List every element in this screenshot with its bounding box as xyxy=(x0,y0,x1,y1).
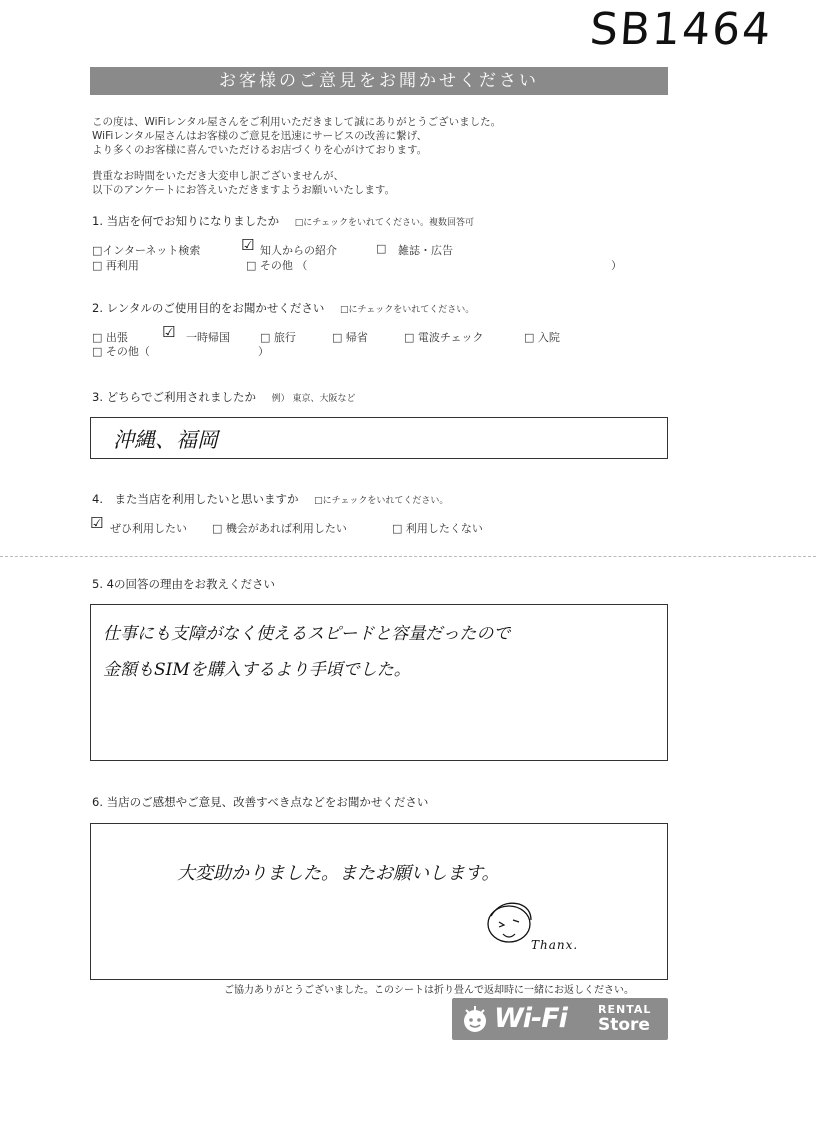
q4-option-definitely[interactable]: ぜひ利用したい xyxy=(110,522,187,535)
q2-option-homecoming[interactable]: 一時帰国 xyxy=(186,331,230,344)
q1-option-other[interactable]: □ その他 （ xyxy=(246,259,308,272)
question-1-label: 1. 当店を何でお知りになりましたか xyxy=(92,214,280,228)
q5-answer-box[interactable] xyxy=(90,604,668,761)
logo-store-text: Store xyxy=(598,1015,650,1035)
q1-option-referral[interactable]: 知人からの紹介 xyxy=(260,244,337,257)
question-1 xyxy=(92,213,474,229)
q2-option-hospital[interactable]: □ 入院 xyxy=(524,331,560,344)
q4-option-not-again[interactable]: □ 利用したくない xyxy=(392,522,483,535)
intro-line: WiFiレンタル屋さんはお客様のご意見を迅速にサービスの改善に繋げ、 xyxy=(92,130,428,142)
question-3-label: 3. どちらでご利用されましたか xyxy=(92,390,257,404)
question-5-label: 5. 4の回答の理由をお教えください xyxy=(92,577,275,591)
footer-note: ご協力ありがとうございました。このシートは折り畳んで返却時に一緒にお返しください。 xyxy=(224,985,634,996)
q6-signoff: Thanx. xyxy=(531,938,579,952)
q2-option-other-close: ） xyxy=(258,345,269,358)
question-2-note: □にチェックをいれてください。 xyxy=(340,305,475,315)
q1-option-magazine[interactable]: 雑誌・広告 xyxy=(398,244,453,257)
question-5 xyxy=(92,576,275,592)
question-4 xyxy=(92,491,448,507)
question-6 xyxy=(92,794,428,810)
wifi-rental-store-logo xyxy=(452,998,668,1040)
question-3 xyxy=(92,389,356,405)
page-title: お客様のご意見をお聞かせください xyxy=(90,67,668,95)
question-1-note: □にチェックをいれてください。複数回答可 xyxy=(294,218,475,228)
q3-answer-box[interactable] xyxy=(90,417,668,459)
document-id: SB1464 xyxy=(588,4,774,55)
q2-option-visit-home[interactable]: □ 帰省 xyxy=(332,331,368,344)
q4-checkmark-definitely[interactable]: ☑ xyxy=(90,514,104,532)
intro-line: より多くのお客様に喜んでいただけるお店づくりを心がけております。 xyxy=(92,144,428,156)
mascot-icon xyxy=(458,1004,492,1034)
q6-handwritten-answer: 大変助かりました。またお願いします。 xyxy=(177,863,500,884)
q5-handwritten-line-1: 仕事にも支障がなく使えるスピードと容量だったので xyxy=(103,624,511,644)
q2-option-signal-check[interactable]: □ 電波チェック xyxy=(404,331,484,344)
q6-answer-box[interactable] xyxy=(90,823,668,980)
question-4-note: □にチェックをいれてください。 xyxy=(314,496,449,506)
intro-line: この度は、WiFiレンタル屋さんをご利用いただきまして誠にありがとうございました。 xyxy=(92,116,502,128)
q2-checkmark-homecoming[interactable]: ☑ xyxy=(162,323,176,341)
fold-line xyxy=(0,556,816,557)
intro-line: 貴重なお時間をいただき大変申し訳ございませんが、 xyxy=(92,170,344,182)
logo-rental-text: RENTAL xyxy=(598,1003,652,1016)
question-2-label: 2. レンタルのご使用目的をお聞かせください xyxy=(92,301,325,315)
question-4-label: 4. また当店を利用したいと思いますか xyxy=(92,492,299,506)
q3-handwritten-answer: 沖縄、福岡 xyxy=(113,428,218,452)
question-3-note: 例） 東京、大阪など xyxy=(271,394,356,404)
q5-handwritten-line-2: 金額もSIMを購入するより手頃でした。 xyxy=(103,660,411,680)
q1-option-internet[interactable]: □インターネット検索 xyxy=(92,244,201,257)
q2-option-business[interactable]: □ 出張 xyxy=(92,331,128,344)
intro-line: 以下のアンケートにお答えいただきますようお願いいたします。 xyxy=(92,184,396,196)
logo-wifi-text: Wi-Fi xyxy=(494,1003,567,1034)
question-6-label: 6. 当店のご感想やご意見、改善すべき点などをお聞かせください xyxy=(92,795,429,809)
question-2 xyxy=(92,300,474,316)
q1-option-other-close: ） xyxy=(611,259,622,272)
q2-option-travel[interactable]: □ 旅行 xyxy=(260,331,296,344)
q1-option-reuse[interactable]: □ 再利用 xyxy=(92,259,139,272)
q4-option-if-chance[interactable]: □ 機会があれば利用したい xyxy=(212,522,347,535)
q1-option-magazine-box[interactable]: □ xyxy=(376,242,387,255)
q2-option-other[interactable]: □ その他（ xyxy=(92,345,150,358)
q1-checkmark-referral[interactable]: ☑ xyxy=(241,236,255,254)
